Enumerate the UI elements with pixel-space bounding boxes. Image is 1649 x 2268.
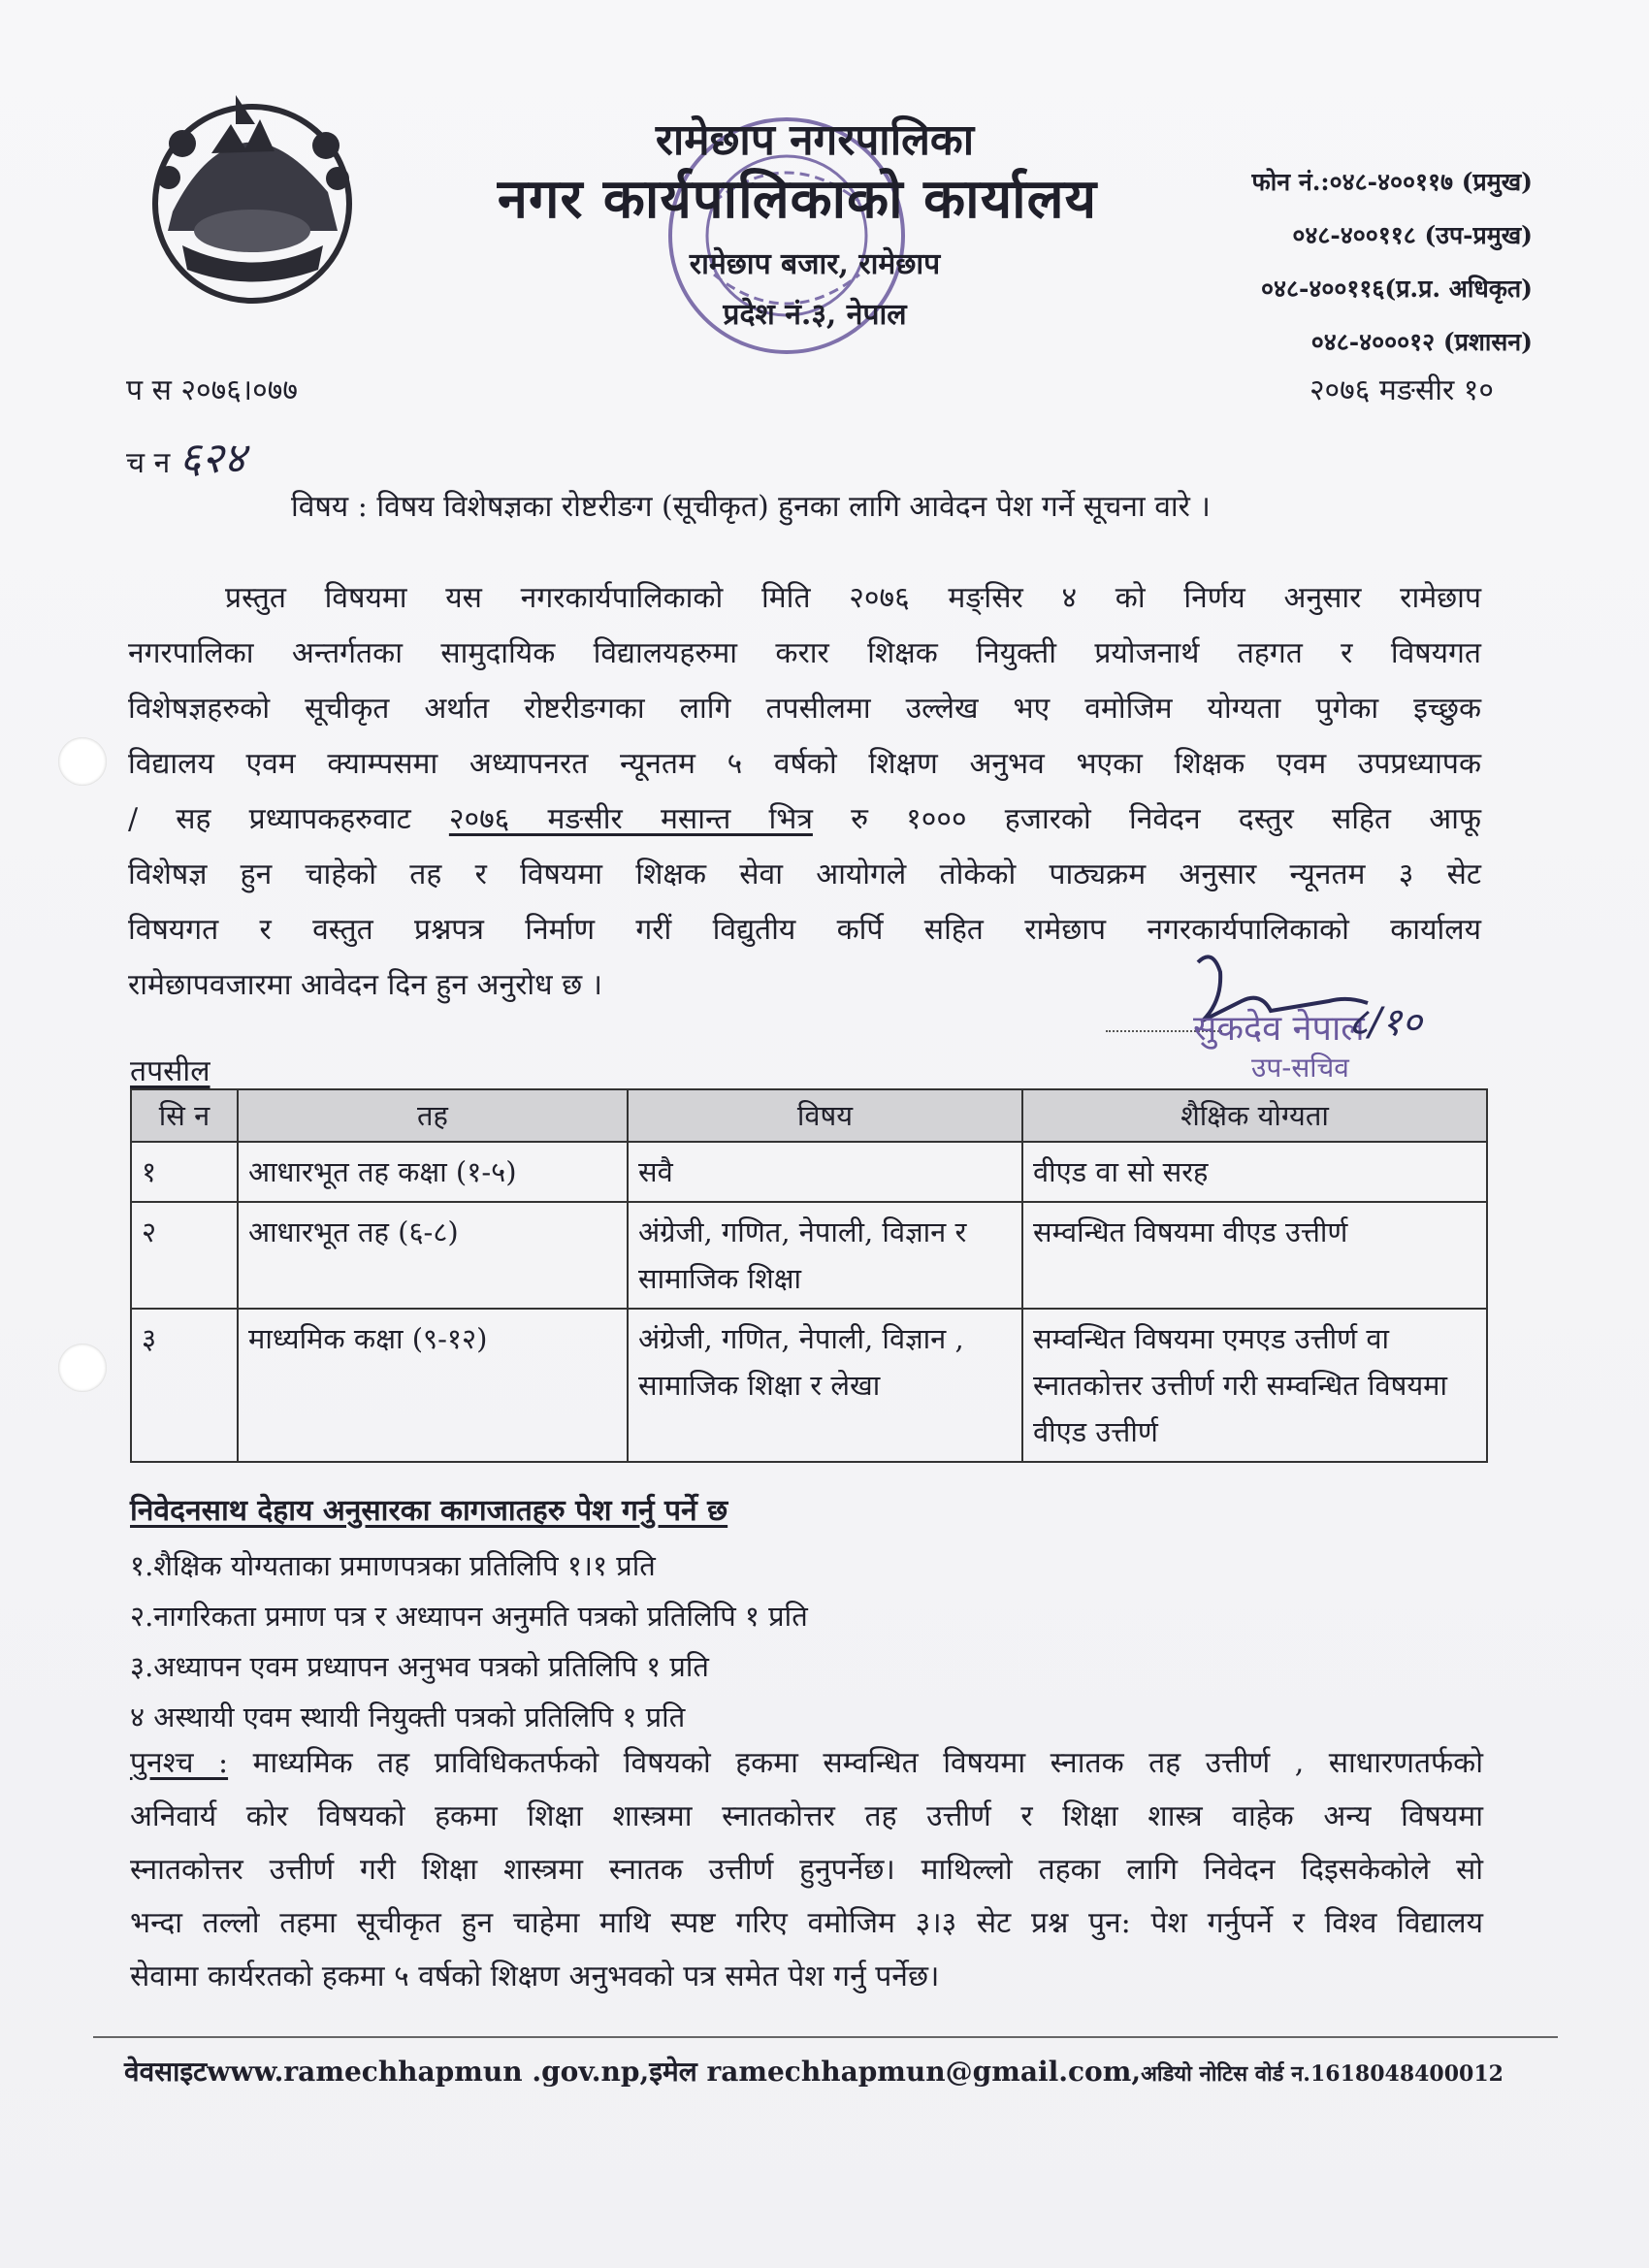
nepal-emblem-icon: [144, 85, 362, 313]
phone-deputy: ०४८-४००११८ (उप-प्रमुख): [1292, 221, 1533, 249]
cell-subject: अंग्रेजी, गणित, नेपाली, विज्ञान , सामाजिक शिक्षा र लेखा: [628, 1309, 1022, 1462]
cell-level: आधारभूत तह कक्षा (१-५): [238, 1142, 628, 1202]
cell-subject: अंग्रेजी, गणित, नेपाली, विज्ञान र सामाजिक शिक्षा: [628, 1202, 1022, 1309]
body-line: विषयगत र वस्तुत प्रश्नपत्र निर्माण गरीं विद्युतीय कर्पि सहित रामेछाप नगरकार्यपालिकाको कार्यालय: [128, 913, 1481, 947]
cell-qualification: वीएड वा सो सरह: [1022, 1142, 1487, 1202]
cell-level: आधारभूत तह (६-८): [238, 1202, 628, 1309]
email-label: इमेल: [649, 2056, 697, 2088]
schedule-label: तपसील: [130, 1054, 210, 1088]
deadline-text: २०७६ मङसीर मसान्त भित्र: [448, 802, 813, 836]
table-row: [131, 1309, 1487, 1462]
body-line-deadline: [128, 792, 1481, 847]
punch-hole: [58, 737, 107, 786]
ps-line: भन्दा तल्लो तहमा सूचीकृत हुन चाहेमा माथि स्पष्ट गरिए वमोजिम ३।३ सेट प्रश्न पुन: पेश गर्नुपर्ने र विश्व विद्यालय: [130, 1906, 1483, 1940]
cell-qualification: सम्वन्धित विषयमा एमएड उत्तीर्ण वा स्नातकोत्तर उत्तीर्ण गरी सम्वन्धित विषयमा वीएड उत्तीर्ण: [1022, 1309, 1487, 1462]
col-level: तह: [238, 1089, 628, 1142]
body-line: प्रस्तुत विषयमा यस नगरकार्यपालिकाको मिति २०७६ मङ्सिर ४ को निर्णय अनुसार रामेछाप: [225, 581, 1481, 615]
body-line: रामेछापवजारमा आवेदन दिन हुन अनुरोध छ ।: [128, 968, 603, 1002]
table-row: [131, 1142, 1487, 1202]
letter-pasa: प स २०७६।०७७: [126, 373, 298, 407]
list-item: ४ अस्थायी एवम स्थायी नियुक्ती पत्रको प्रतिलिपि १ प्रति: [130, 1701, 686, 1733]
col-qualification: शैक्षिक योग्यता: [1022, 1089, 1487, 1142]
requirements-table: [130, 1088, 1488, 1463]
body-line-post: रु १००० हजारको निवेदन दस्तुर सहित आफू: [851, 802, 1481, 836]
website-label: वेवसाइट: [124, 2056, 208, 2088]
list-item: २.नागरिकता प्रमाण पत्र र अध्यापन अनुमति पत्रको प्रतिलिपि १ प्रति: [130, 1600, 808, 1633]
notice-board-label: अडियो नोटिस वोर्ड न.: [1141, 2061, 1310, 2087]
body-line-pre: / सह प्रध्यापकहरुवाट: [128, 802, 411, 836]
address-line-1: रामेछाप बजार, रामेछाप: [689, 247, 941, 281]
body-line: विशेषज्ञहरुको सूचीकृत अर्थात रोष्टरीङगका लागि तपसीलमा उल्लेख भए वमोजिम योग्यता पुगेका इच्छुक: [128, 692, 1481, 726]
phone-admin: ०४८-४०००१२ (प्रशासन): [1310, 328, 1533, 356]
cell-qualification: सम्वन्धित विषयमा वीएड उत्तीर्ण: [1022, 1202, 1487, 1309]
ps-label: पुनश्च :: [130, 1746, 229, 1780]
table-row: [131, 1202, 1487, 1309]
letter-date: २०७६ मङसीर १०: [1309, 373, 1494, 407]
ps-line: पुनश्च : माध्यमिक तह प्राविधिकतर्फको विषयको हकमा सम्वन्धित विषयमा स्नातक तह उत्तीर्ण , साधारणतर्फको: [130, 1746, 1483, 1780]
cell-sn: २: [131, 1202, 238, 1309]
notice-board-number: 1618048400012: [1310, 2061, 1504, 2087]
punch-hole: [58, 1344, 107, 1392]
list-item: ३.अध्यापन एवम प्रध्यापन अनुभव पत्रको प्रतिलिपि १ प्रति: [130, 1650, 709, 1683]
footer-contact: [124, 2053, 1504, 2090]
phone-list: [1252, 155, 1534, 369]
email-link[interactable]: ramechhapmun@gmail.com,: [706, 2056, 1142, 2088]
table-header-row: [131, 1089, 1487, 1142]
phone-chief: फोन नं.:०४८-४००११७ (प्रमुख): [1251, 168, 1533, 196]
cell-sn: ३: [131, 1309, 238, 1462]
letter-subject: विषय : विषय विशेषज्ञका रोष्टरीङग (सूचीकृत) हुनका लागि आवेदन पेश गर्ने सूचना वारे ।: [291, 490, 1211, 524]
signature-icon: [1106, 943, 1494, 1088]
postscript-paragraph: [130, 1736, 1483, 2003]
footer-divider: [93, 2036, 1558, 2038]
municipality-name: रामेछाप नगरपालिका: [655, 115, 975, 165]
letter-chana: [126, 427, 245, 485]
office-title: नगर कार्यपालिकाको कार्यालय: [497, 167, 1098, 231]
signature-initials: ८/१०: [1348, 1000, 1422, 1045]
ps-line: स्नातकोत्तर उत्तीर्ण गरी शिक्षा शास्त्रमा स्नातक उत्तीर्ण हुनुपर्नेछ। माथिल्लो तहका लागि निवेदन दिइसकेकोले सो: [130, 1853, 1483, 1887]
body-line: विशेषज्ञ हुन चाहेको तह र विषयमा शिक्षक सेवा आयोगले तोकेको पाठ्यक्रम अनुसार न्यूनतम ३ सेट: [128, 858, 1481, 891]
list-item: १.शैक्षिक योग्यताका प्रमाणपत्रका प्रतिलिपि १।१ प्रति: [130, 1549, 656, 1582]
signature-name: सुकदेव नेपाल: [1193, 1009, 1365, 1049]
address-line-2: प्रदेश नं.३, नेपाल: [723, 298, 907, 332]
ps-line: अनिवार्य कोर विषयको हकमा शिक्षा शास्त्रमा स्नातकोत्तर तह उत्तीर्ण र शिक्षा शास्त्र वाहेक अन्य विषयमा: [130, 1799, 1483, 1833]
cell-level: माध्यमिक कक्षा (९-१२): [238, 1309, 628, 1462]
chana-number: ६२४: [178, 434, 246, 483]
body-line: नगरपालिका अन्तर्गतका सामुदायिक विद्यालयहरुमा करार शिक्षक नियुक्ती प्रयोजनार्थ तहगत र विषयगत: [128, 636, 1481, 670]
documents-list: [130, 1540, 808, 1742]
cell-subject: सवै: [628, 1142, 1022, 1202]
signature-title: उप-सचिव: [1251, 1052, 1349, 1084]
website-link[interactable]: www.ramechhapmun .gov.np,: [207, 2056, 650, 2088]
documents-heading: निवेदनसाथ देहाय अनुसारका कागजातहरु पेश गर्नु पर्ने छ: [130, 1494, 728, 1528]
col-subject: विषय: [628, 1089, 1022, 1142]
cell-sn: १: [131, 1142, 238, 1202]
phone-cao: ०४८-४००११६(प्र.प्र. अधिकृत): [1261, 275, 1533, 303]
ps-line: सेवामा कार्यरतको हकमा ५ वर्षको शिक्षण अनुभवको पत्र समेत पेश गर्नु पर्नेछ।: [130, 1960, 940, 1993]
chana-label: च न: [126, 446, 171, 480]
col-sn: सि न: [131, 1089, 238, 1142]
body-line: विद्यालय एवम क्याम्पसमा अध्यापनरत न्यूनतम ५ वर्षको शिक्षण अनुभव भएका शिक्षक एवम उपप्रध्यापक: [128, 747, 1481, 781]
